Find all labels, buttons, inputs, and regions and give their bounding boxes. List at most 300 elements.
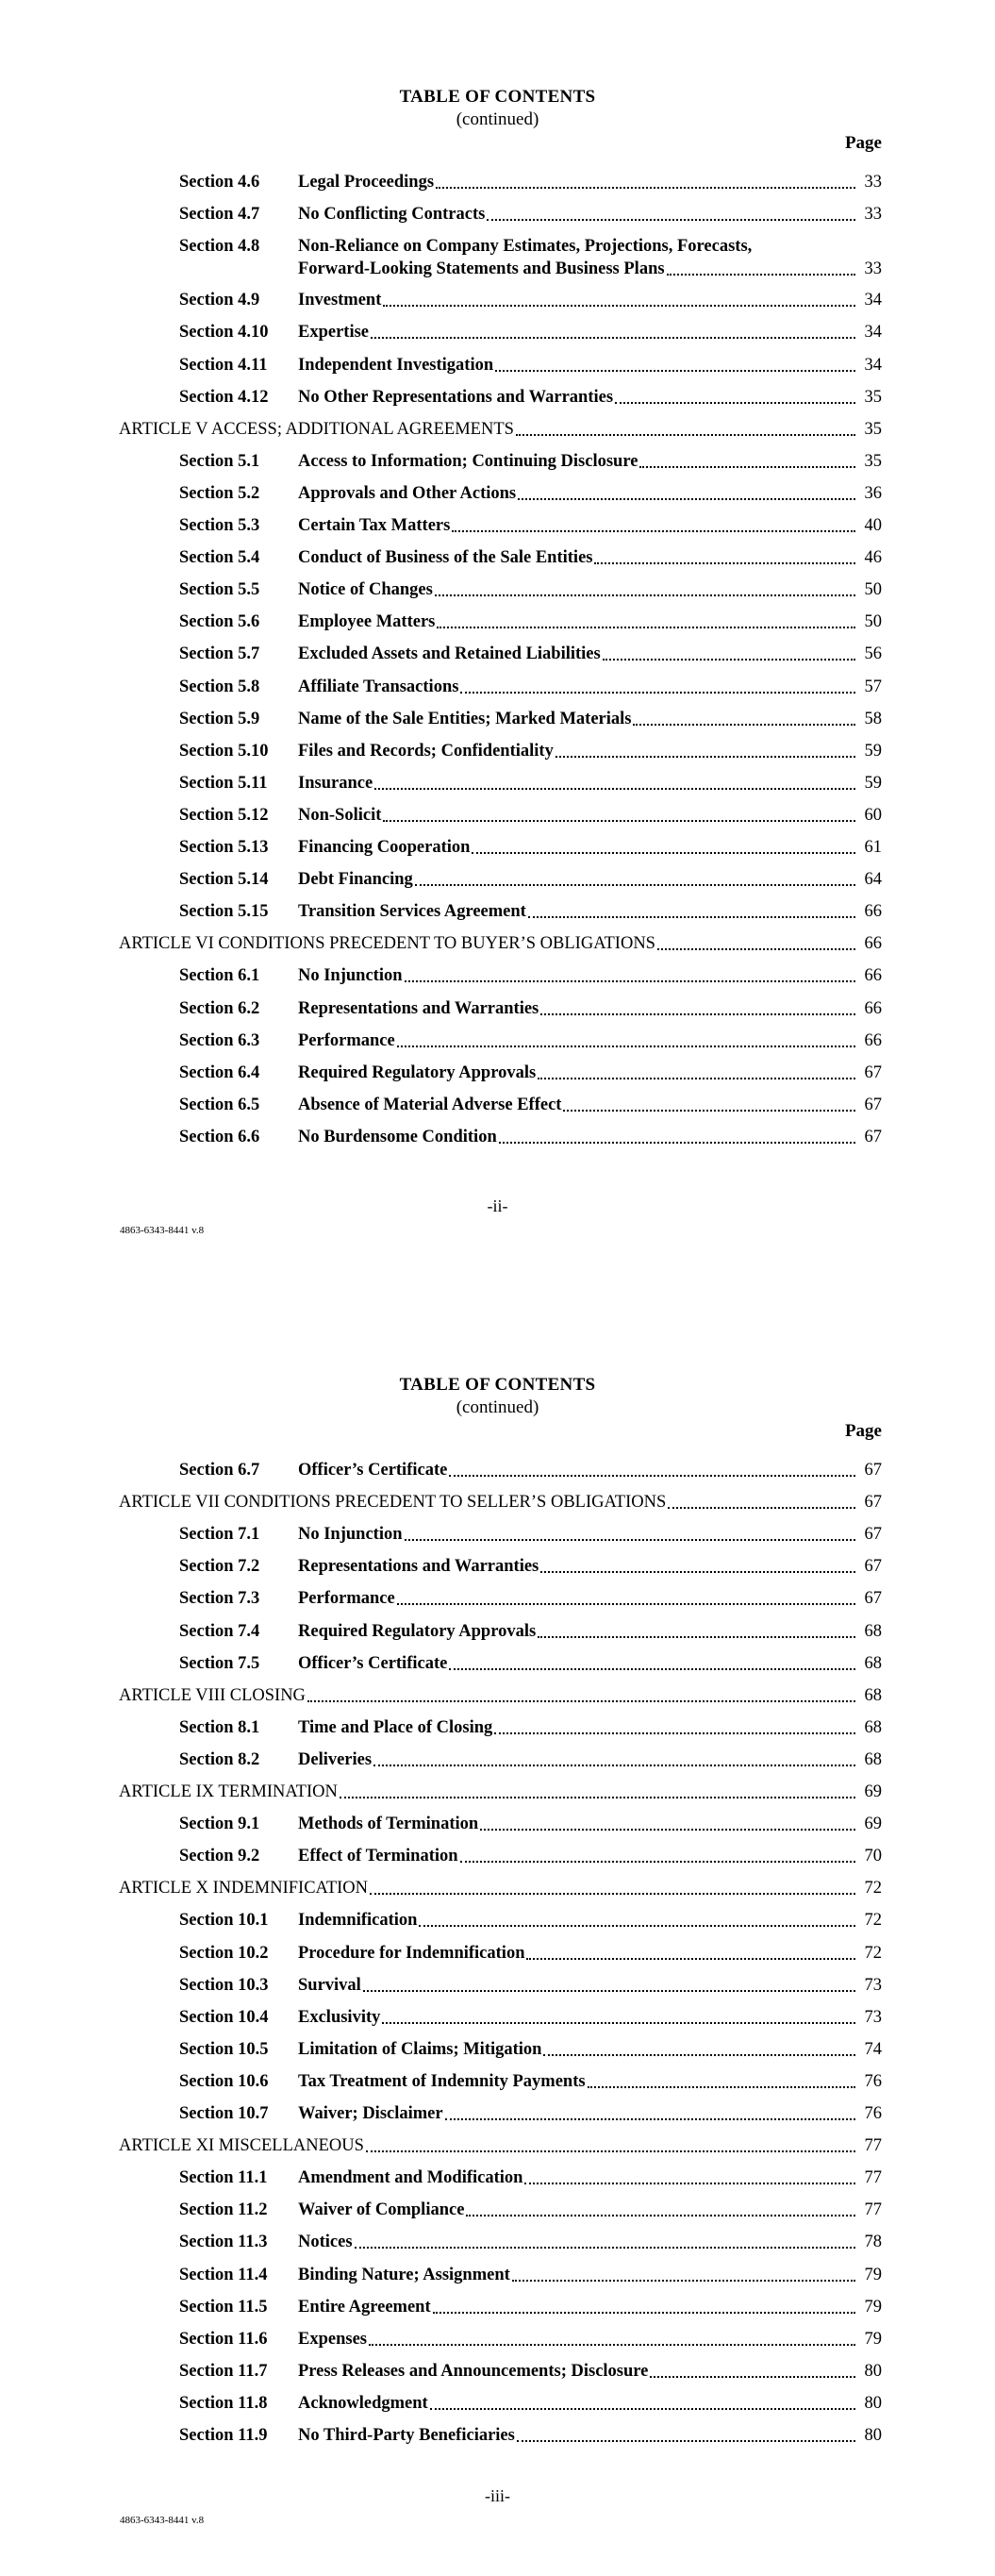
section-number: Section 4.9 [179,291,260,310]
page-number: 68 [864,1621,882,1641]
section-title: Approvals and Other Actions [298,483,517,503]
toc-section-entry[interactable] [179,203,882,226]
section-number: Section 7.1 [179,1525,260,1545]
page-number: 60 [864,805,882,825]
section-number: Section 5.2 [179,483,260,503]
dot-leader [383,304,855,307]
page-number: 58 [864,709,882,728]
page-number: 68 [864,1749,882,1769]
section-number: Section 6.2 [179,998,260,1018]
toc-section-entry[interactable] [179,2296,882,2318]
dot-leader [435,594,855,596]
section-title: Exclusivity [298,2007,381,2027]
dot-leader [340,1796,855,1798]
section-number: Section 7.5 [179,1653,260,1673]
page-column-header: Page [844,1421,882,1441]
section-number: Section 5.11 [179,773,268,793]
section-title: Amendment and Modification [298,2168,523,2188]
toc-section-entry[interactable] [179,2070,882,2093]
section-title: Press Releases and Announcements; Disclosure [298,2361,649,2381]
section-title: Methods of Termination [298,1815,479,1834]
toc-section-entry[interactable] [179,1942,882,1965]
section-title: Conduct of Business of the Sale Entities [298,548,593,568]
dot-leader [668,1506,855,1509]
toc-section-entry[interactable] [179,708,882,730]
section-title: Effect of Termination [298,1847,458,1866]
dot-leader [355,2246,855,2249]
section-title: Deliveries [298,1749,373,1769]
toc-title: TABLE OF CONTENTS [399,87,596,107]
section-title: Expertise [298,323,370,343]
toc-section-entry[interactable] [179,836,882,859]
dot-leader [397,1602,855,1605]
page-number: 34 [864,291,882,310]
section-title: Financing Cooperation [298,838,471,857]
section-number: Section 6.7 [179,1461,260,1480]
page-number: 79 [864,2265,882,2284]
dot-leader [405,1538,855,1541]
toc-section-entry[interactable] [179,514,882,537]
page-number: 68 [864,1717,882,1737]
toc-section-entry[interactable] [179,1555,882,1578]
section-title: No Third-Party Beneficiaries [298,2426,515,2445]
toc-section-entry[interactable] [179,740,882,762]
page-number: 35 [864,451,882,471]
toc-section-entry[interactable] [179,772,882,795]
section-number: Section 5.6 [179,612,260,632]
section-title: Officer’s Certificate [298,1653,448,1673]
page-number: 66 [864,966,882,986]
dot-leader [449,1667,855,1670]
page-number: 80 [864,2426,882,2445]
dot-leader [430,2407,855,2410]
section-number: Section 5.10 [179,741,269,761]
toc-article-entry[interactable] [119,932,882,955]
dot-leader [556,755,855,758]
toc-section-entry[interactable] [179,1909,882,1932]
article-title: ARTICLE V ACCESS; ADDITIONAL AGREEMENTS [119,419,514,439]
page-number: 67 [864,1589,882,1609]
section-number: Section 11.6 [179,2329,268,2349]
page-number-footer: -ii- [487,1196,508,1215]
dot-leader [466,2214,855,2216]
page-number: 66 [864,934,882,954]
toc-article-entry[interactable] [119,1491,882,1514]
toc-section-entry[interactable] [179,900,882,923]
page-number: 34 [864,355,882,375]
dot-leader [518,497,855,500]
toc-section-entry[interactable] [179,2102,882,2125]
toc-article-entry[interactable] [119,1781,882,1803]
page-number: 74 [864,2039,882,2059]
toc-section-entry[interactable] [179,964,882,987]
toc-section-entry[interactable] [179,1813,882,1835]
section-title: Representations and Warranties [298,1557,539,1577]
page-number: 77 [864,2136,882,2156]
toc-section-entry[interactable] [179,643,882,665]
toc-section-entry[interactable] [179,171,882,193]
page-number: 59 [864,741,882,761]
dot-leader [445,2117,855,2120]
toc-section-entry[interactable] [179,2038,882,2061]
section-number: Section 4.11 [179,355,268,375]
toc-article-entry[interactable] [119,1684,882,1707]
dot-leader [472,851,855,854]
section-title: Investment [298,291,382,310]
page-number: 40 [864,516,882,535]
toc-section-entry[interactable] [179,354,882,376]
toc-section-entry[interactable] [179,289,882,311]
section-number: Section 5.4 [179,548,260,568]
section-title: Employee Matters [298,612,436,632]
page-number: 79 [864,2329,882,2349]
section-number: Section 11.7 [179,2361,268,2381]
page-number: 70 [864,1847,882,1866]
page-number: 67 [864,1062,882,1082]
dot-leader [667,273,855,276]
section-number: Section 5.9 [179,709,260,728]
dot-leader [460,691,855,694]
section-title: Legal Proceedings [298,173,435,192]
page-number: 78 [864,2233,882,2252]
article-title: ARTICLE VII CONDITIONS PRECEDENT TO SELLER’S OBLIGATIONS [119,1493,667,1513]
section-number: Section 5.14 [179,870,269,890]
toc-page-iii [0,1288,995,2576]
section-title: Waiver; Disclaimer [298,2104,443,2123]
dot-leader [460,1860,855,1863]
toc-subtitle: (continued) [456,1397,539,1417]
section-number: Section 10.4 [179,2007,269,2027]
toc-section-entry[interactable] [179,450,882,473]
document-id: 4863-6343-8441 v.8 [120,2515,205,2526]
toc-section-entry[interactable] [179,482,882,505]
toc-section-entry[interactable] [179,804,882,827]
toc-section-entry[interactable] [179,1587,882,1610]
section-number: Section 6.3 [179,1030,260,1050]
page-number-footer: -iii- [485,2486,510,2505]
dot-leader [397,1045,855,1047]
page-number: 33 [864,205,882,225]
section-title: Excluded Assets and Retained Liabilities [298,644,601,664]
toc-section-entry[interactable] [179,1974,882,1997]
section-title: Acknowledgment [298,2393,428,2413]
toc-section-entry[interactable] [179,2328,882,2350]
article-title: ARTICLE X INDEMNIFICATION [119,1879,369,1899]
dot-leader [540,1570,855,1573]
section-title: Forward-Looking Statements and Business Plans [298,259,665,279]
section-title-line1: Non-Reliance on Company Estimates, Projections, Forecasts, [298,237,753,257]
section-title: No Injunction [298,1525,403,1545]
page-number: 61 [864,838,882,857]
dot-leader [480,1828,855,1831]
article-title: ARTICLE IX TERMINATION [119,1782,338,1801]
section-number: Section 9.2 [179,1847,260,1866]
toc-section-entry[interactable] [179,578,882,601]
page-number: 57 [864,677,882,696]
section-title: Binding Nature; Assignment [298,2265,510,2284]
section-number: Section 5.1 [179,451,260,471]
page-number: 67 [864,1493,882,1513]
article-title: ARTICLE XI MISCELLANEOUS [119,2136,364,2156]
document-id: 4863-6343-8441 v.8 [120,1225,205,1236]
toc-section-entry[interactable] [179,1748,882,1771]
toc-section-entry[interactable] [179,2392,882,2415]
toc-section-entry[interactable] [179,1126,882,1148]
section-number: Section 4.8 [179,237,260,257]
page-number: 77 [864,2200,882,2220]
toc-section-entry[interactable] [179,1652,882,1675]
section-title: No Other Representations and Warranties [298,387,614,407]
page-number: 59 [864,773,882,793]
toc-section-entry[interactable] [179,321,882,343]
toc-section-entry[interactable] [179,1029,882,1052]
section-title: Certain Tax Matters [298,516,451,535]
dot-leader [639,465,855,468]
dot-leader [543,2053,855,2056]
article-title: ARTICLE VI CONDITIONS PRECEDENT TO BUYER’S OBLIGATIONS [119,934,655,954]
section-title: Non-Solicit [298,805,382,825]
page-number: 67 [864,1127,882,1146]
section-number: Section 8.1 [179,1717,260,1737]
dot-leader [419,1924,855,1927]
page-number: 67 [864,1461,882,1480]
section-title: Insurance [298,773,373,793]
dot-leader [433,2311,855,2314]
dot-leader [538,1077,855,1079]
toc-section-entry[interactable] [179,2199,882,2221]
section-title: Required Regulatory Approvals [298,1062,537,1082]
dot-leader [436,186,855,189]
page-number: 67 [864,1557,882,1577]
page-number: 68 [864,1653,882,1673]
dot-leader [524,2182,855,2184]
dot-leader [512,2279,855,2282]
section-number: Section 7.3 [179,1589,260,1609]
section-title: Independent Investigation [298,355,494,375]
section-title: Entire Agreement [298,2297,431,2317]
page-number: 33 [864,259,882,279]
dot-leader [528,915,855,918]
dot-leader [437,626,855,628]
section-title: Officer’s Certificate [298,1461,448,1480]
dot-leader [370,1892,855,1895]
section-title: Performance [298,1030,395,1050]
toc-section-entry[interactable] [179,997,882,1020]
dot-leader [495,369,855,372]
section-number: Section 10.1 [179,1911,269,1931]
section-number: Section 11.2 [179,2200,268,2220]
toc-article-entry[interactable] [119,2134,882,2157]
toc-section-entry[interactable] [179,1523,882,1546]
page-number: 72 [864,1943,882,1963]
page-number: 77 [864,2168,882,2188]
dot-leader [563,1109,855,1112]
toc-section-entry[interactable] [179,546,882,569]
section-number: Section 11.1 [179,2168,268,2188]
section-title: Debt Financing [298,870,413,890]
page-number: 72 [864,1879,882,1899]
dot-leader [415,883,855,886]
section-number: Section 10.5 [179,2039,269,2059]
section-number: Section 10.6 [179,2071,269,2091]
section-number: Section 5.15 [179,902,269,922]
page-number: 46 [864,548,882,568]
section-title: No Injunction [298,966,403,986]
dot-leader [383,819,855,822]
toc-section-entry[interactable] [179,1459,882,1481]
toc-subtitle: (continued) [456,109,539,129]
dot-leader [373,1764,855,1766]
section-number: Section 7.2 [179,1557,260,1577]
page-number: 35 [864,387,882,407]
page-number: 33 [864,173,882,192]
section-title: Performance [298,1589,395,1609]
toc-section-entry[interactable] [179,2360,882,2383]
toc-section-entry[interactable] [179,1716,882,1739]
page-number: 80 [864,2393,882,2413]
dot-leader [499,1141,855,1144]
dot-leader [452,529,855,532]
section-number: Section 5.5 [179,580,260,600]
toc-section-entry[interactable] [179,386,882,409]
page-number: 35 [864,419,882,439]
page-column-header: Page [844,133,882,153]
toc-section-entry[interactable] [179,2264,882,2286]
toc-section-entry[interactable] [179,676,882,698]
section-title: Expenses [298,2329,367,2349]
page-number: 79 [864,2297,882,2317]
section-number: Section 5.7 [179,644,260,664]
page-number: 76 [864,2071,882,2091]
toc-section-entry[interactable] [179,2006,882,2029]
page-number: 64 [864,870,882,890]
dot-leader [526,1957,855,1960]
toc-section-entry[interactable] [179,611,882,633]
dot-leader [371,336,855,339]
section-number: Section 6.6 [179,1127,260,1146]
dot-leader [538,1635,855,1638]
page-number: 73 [864,1975,882,1995]
section-title: Indemnification [298,1911,418,1931]
section-title: Files and Records; Confidentiality [298,741,554,761]
page-number: 69 [864,1815,882,1834]
page-number: 69 [864,1782,882,1801]
toc-section-entry[interactable] [179,1620,882,1643]
dot-leader [363,1989,855,1992]
toc-title: TABLE OF CONTENTS [399,1375,596,1395]
dot-leader [487,218,855,221]
page-number: 67 [864,1525,882,1545]
section-number: Section 11.5 [179,2297,268,2317]
dot-leader [650,2375,855,2378]
section-number: Section 6.1 [179,966,260,986]
section-title: Procedure for Indemnification [298,1943,525,1963]
dot-leader [366,2149,855,2152]
page-number: 76 [864,2104,882,2123]
toc-section-entry[interactable] [179,1845,882,1867]
section-number: Section 11.3 [179,2233,268,2252]
section-number: Section 8.2 [179,1749,260,1769]
section-title: No Burdensome Condition [298,1127,497,1146]
dot-leader [405,979,855,982]
section-title: Affiliate Transactions [298,677,459,696]
toc-article-entry[interactable] [119,418,882,441]
dot-leader [615,401,855,404]
page-number: 66 [864,998,882,1018]
dot-leader [540,1012,855,1015]
section-title: Access to Information; Continuing Disclosure [298,451,638,471]
toc-section-entry[interactable] [179,2231,882,2253]
dot-leader [449,1474,855,1477]
page-number: 80 [864,2361,882,2381]
section-number: Section 6.5 [179,1095,260,1114]
page-number: 34 [864,323,882,343]
page-number: 73 [864,2007,882,2027]
section-number: Section 7.4 [179,1621,260,1641]
page-number: 50 [864,612,882,632]
page-number: 36 [864,483,882,503]
page-number: 66 [864,1030,882,1050]
section-number: Section 5.3 [179,516,260,535]
section-title: Transition Services Agreement [298,902,526,922]
section-title: Notices [298,2233,353,2252]
section-number: Section 10.2 [179,1943,269,1963]
dot-leader [594,561,855,564]
page-number: 68 [864,1685,882,1705]
dot-leader [516,433,855,436]
page-number: 66 [864,902,882,922]
section-title: Limitation of Claims; Mitigation [298,2039,542,2059]
dot-leader [633,723,855,726]
section-number: Section 11.8 [179,2393,268,2413]
section-number: Section 9.1 [179,1815,260,1834]
dot-leader [382,2021,855,2024]
section-number: Section 11.4 [179,2265,268,2284]
toc-section-entry[interactable] [179,2424,882,2447]
toc-section-entry[interactable] [179,1094,882,1116]
dot-leader [307,1699,855,1702]
toc-section-entry[interactable] [179,2166,882,2189]
section-number: Section 5.13 [179,838,269,857]
toc-section-entry[interactable] [179,1062,882,1084]
section-title: Waiver of Compliance [298,2200,465,2220]
section-number: Section 4.10 [179,323,269,343]
section-title: Survival [298,1975,361,1995]
section-title: Absence of Material Adverse Effect [298,1095,562,1114]
section-title: Required Regulatory Approvals [298,1621,537,1641]
dot-leader [517,2439,855,2442]
section-number: Section 6.4 [179,1062,260,1082]
dot-leader [603,658,855,661]
section-title: Tax Treatment of Indemnity Payments [298,2071,586,2091]
section-title: Notice of Changes [298,580,433,600]
dot-leader [657,947,855,950]
section-title: Representations and Warranties [298,998,539,1018]
page-number: 72 [864,1911,882,1931]
dot-leader [494,1731,855,1734]
page-number: 56 [864,644,882,664]
toc-article-entry[interactable] [119,1877,882,1899]
toc-section-entry[interactable] [179,235,882,280]
dot-leader [374,787,855,790]
section-number: Section 4.12 [179,387,269,407]
section-title: Time and Place of Closing [298,1717,493,1737]
dot-leader [369,2343,855,2346]
toc-section-entry[interactable] [179,868,882,891]
section-title: Name of the Sale Entities; Marked Materials [298,709,632,728]
page-number: 67 [864,1095,882,1114]
article-title: ARTICLE VIII CLOSING [119,1685,306,1705]
